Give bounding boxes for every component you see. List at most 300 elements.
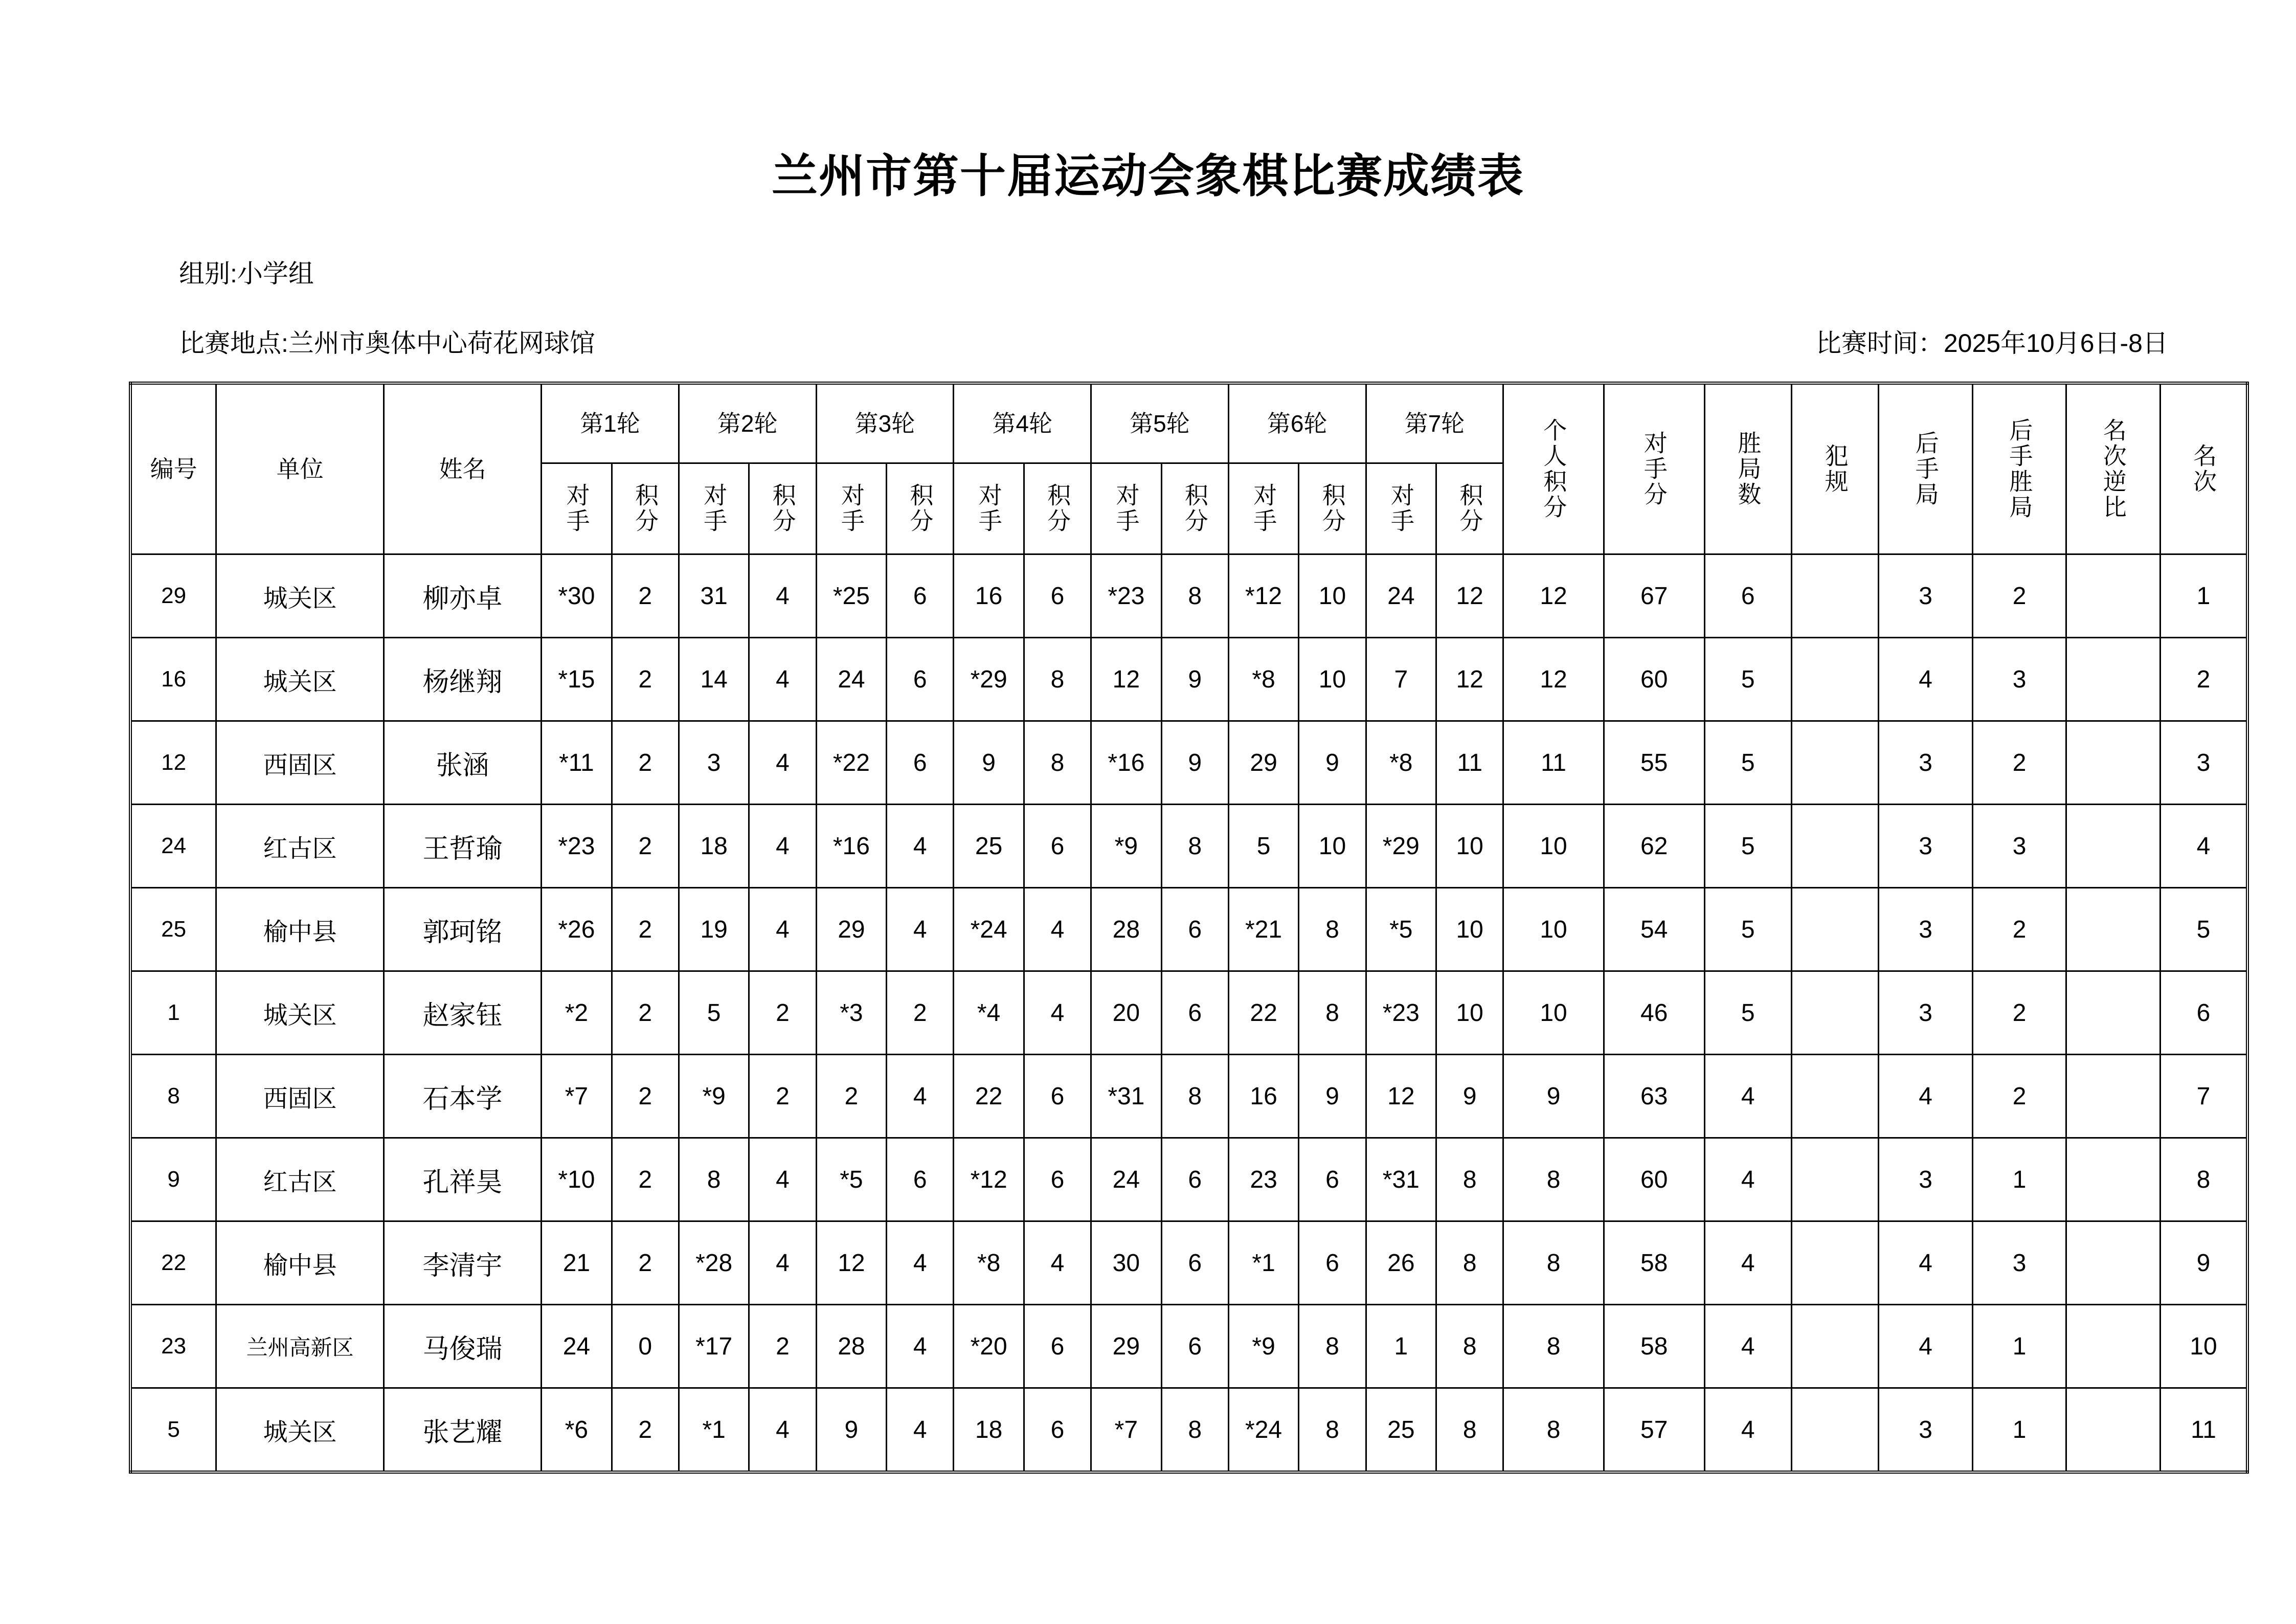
cell-round-2-opponent: 19 bbox=[679, 888, 749, 971]
cell-round-3-opponent: 28 bbox=[816, 1305, 887, 1388]
cell-round-3-points: 4 bbox=[887, 1388, 954, 1473]
cell-rank-ratio bbox=[2066, 1305, 2160, 1388]
cell-black-wins: 1 bbox=[1972, 1138, 2066, 1221]
cell-round-5-points: 6 bbox=[1161, 971, 1228, 1055]
cell-id: 1 bbox=[130, 971, 216, 1055]
cell-name: 王哲瑜 bbox=[384, 805, 542, 888]
cell-black-games: 3 bbox=[1879, 721, 1973, 805]
cell-unit: 城关区 bbox=[216, 971, 384, 1055]
cell-round-3-points: 6 bbox=[887, 1138, 954, 1221]
cell-round-1-opponent: *2 bbox=[542, 971, 612, 1055]
col-header-round-4: 第4轮 bbox=[954, 383, 1091, 463]
cell-round-5-points: 6 bbox=[1161, 1221, 1228, 1305]
sub-header-points-6: 积分 bbox=[1299, 463, 1366, 554]
cell-unit: 西固区 bbox=[216, 721, 384, 805]
cell-round-6-points: 8 bbox=[1299, 1305, 1366, 1388]
cell-fouls bbox=[1791, 888, 1878, 971]
cell-round-3-points: 2 bbox=[887, 971, 954, 1055]
table-row bbox=[130, 638, 2247, 721]
cell-round-6-points: 6 bbox=[1299, 1138, 1366, 1221]
cell-round-1-points: 2 bbox=[612, 1138, 679, 1221]
cell-id: 16 bbox=[130, 638, 216, 721]
cell-round-3-opponent: *22 bbox=[816, 721, 887, 805]
cell-round-7-points: 10 bbox=[1436, 888, 1503, 971]
cell-rank-ratio bbox=[2066, 721, 2160, 805]
col-header-round-5: 第5轮 bbox=[1091, 383, 1229, 463]
cell-round-4-opponent: *8 bbox=[954, 1221, 1024, 1305]
sub-header-opponent-3: 对手 bbox=[816, 463, 887, 554]
cell-round-4-opponent: 22 bbox=[954, 1055, 1024, 1138]
cell-rank-ratio bbox=[2066, 1221, 2160, 1305]
cell-rank-ratio bbox=[2066, 1055, 2160, 1138]
cell-round-3-opponent: 2 bbox=[816, 1055, 887, 1138]
cell-fouls bbox=[1791, 1305, 1878, 1388]
cell-round-2-points: 4 bbox=[749, 1221, 816, 1305]
cell-round-2-points: 4 bbox=[749, 554, 816, 638]
cell-unit: 城关区 bbox=[216, 554, 384, 638]
cell-round-5-opponent: *16 bbox=[1091, 721, 1162, 805]
cell-round-4-opponent: 25 bbox=[954, 805, 1024, 888]
results-table-wrap bbox=[0, 382, 2296, 1474]
col-header-name: 姓名 bbox=[384, 383, 542, 554]
cell-round-6-opponent: *1 bbox=[1228, 1221, 1299, 1305]
date-label: 比赛时间：2025年10月6日-8日 bbox=[1815, 329, 2168, 358]
col-header-black-games: 后手局 bbox=[1879, 383, 1973, 554]
cell-round-3-opponent: *5 bbox=[816, 1138, 887, 1221]
cell-wins: 4 bbox=[1704, 1221, 1791, 1305]
cell-round-7-opponent: 7 bbox=[1366, 638, 1436, 721]
cell-round-6-points: 6 bbox=[1299, 1221, 1366, 1305]
results-table bbox=[129, 382, 2249, 1474]
cell-name: 郭珂铭 bbox=[384, 888, 542, 971]
cell-round-4-points: 8 bbox=[1024, 721, 1091, 805]
cell-fouls bbox=[1791, 971, 1878, 1055]
cell-round-1-opponent: *15 bbox=[542, 638, 612, 721]
cell-round-4-points: 6 bbox=[1024, 1055, 1091, 1138]
table-row bbox=[130, 1221, 2247, 1305]
table-body bbox=[130, 554, 2247, 1473]
cell-round-1-points: 2 bbox=[612, 638, 679, 721]
cell-black-games: 3 bbox=[1879, 1138, 1973, 1221]
cell-round-5-opponent: *31 bbox=[1091, 1055, 1162, 1138]
cell-round-6-points: 10 bbox=[1299, 805, 1366, 888]
sub-header-opponent-6: 对手 bbox=[1228, 463, 1299, 554]
cell-round-2-points: 2 bbox=[749, 971, 816, 1055]
sub-header-points-2: 积分 bbox=[749, 463, 816, 554]
cell-fouls bbox=[1791, 554, 1878, 638]
cell-rank-ratio bbox=[2066, 805, 2160, 888]
cell-round-2-points: 2 bbox=[749, 1305, 816, 1388]
cell-round-5-points: 9 bbox=[1161, 638, 1228, 721]
sub-header-points-5: 积分 bbox=[1161, 463, 1228, 554]
table-row bbox=[130, 1138, 2247, 1221]
cell-rank: 11 bbox=[2160, 1388, 2247, 1473]
cell-unit: 城关区 bbox=[216, 1388, 384, 1473]
cell-personal-points: 12 bbox=[1503, 554, 1604, 638]
cell-round-3-points: 6 bbox=[887, 638, 954, 721]
cell-opponent-points: 57 bbox=[1604, 1388, 1704, 1473]
cell-round-6-points: 8 bbox=[1299, 971, 1366, 1055]
table-row bbox=[130, 554, 2247, 638]
cell-round-6-opponent: *9 bbox=[1228, 1305, 1299, 1388]
cell-round-3-points: 4 bbox=[887, 888, 954, 971]
cell-name: 柳亦卓 bbox=[384, 554, 542, 638]
cell-round-5-opponent: *7 bbox=[1091, 1388, 1162, 1473]
cell-personal-points: 12 bbox=[1503, 638, 1604, 721]
sub-header-opponent-1: 对手 bbox=[542, 463, 612, 554]
cell-rank: 4 bbox=[2160, 805, 2247, 888]
cell-black-wins: 2 bbox=[1972, 971, 2066, 1055]
cell-round-5-points: 8 bbox=[1161, 554, 1228, 638]
cell-unit: 兰州高新区 bbox=[216, 1305, 384, 1388]
cell-round-7-points: 8 bbox=[1436, 1305, 1503, 1388]
cell-fouls bbox=[1791, 805, 1878, 888]
cell-opponent-points: 55 bbox=[1604, 721, 1704, 805]
cell-round-6-opponent: 5 bbox=[1228, 805, 1299, 888]
cell-rank: 8 bbox=[2160, 1138, 2247, 1221]
table-row bbox=[130, 971, 2247, 1055]
cell-round-5-opponent: *23 bbox=[1091, 554, 1162, 638]
cell-round-5-opponent: 12 bbox=[1091, 638, 1162, 721]
cell-name: 张艺耀 bbox=[384, 1388, 542, 1473]
cell-name: 杨继翔 bbox=[384, 638, 542, 721]
cell-round-5-points: 6 bbox=[1161, 1138, 1228, 1221]
col-header-fouls: 犯规 bbox=[1791, 383, 1878, 554]
col-header-personal-points: 个人积分 bbox=[1503, 383, 1604, 554]
cell-fouls bbox=[1791, 721, 1878, 805]
sub-header-points-1: 积分 bbox=[612, 463, 679, 554]
cell-round-4-points: 6 bbox=[1024, 805, 1091, 888]
meta-row-venue-date bbox=[179, 330, 2168, 356]
cell-round-7-points: 10 bbox=[1436, 971, 1503, 1055]
cell-round-4-opponent: 18 bbox=[954, 1388, 1024, 1473]
cell-wins: 4 bbox=[1704, 1388, 1791, 1473]
cell-round-2-points: 4 bbox=[749, 721, 816, 805]
cell-wins: 6 bbox=[1704, 554, 1791, 638]
cell-round-3-points: 4 bbox=[887, 805, 954, 888]
cell-black-wins: 1 bbox=[1972, 1388, 2066, 1473]
cell-round-5-points: 8 bbox=[1161, 1055, 1228, 1138]
cell-name: 孔祥昊 bbox=[384, 1138, 542, 1221]
cell-round-2-opponent: 18 bbox=[679, 805, 749, 888]
cell-round-3-opponent: *16 bbox=[816, 805, 887, 888]
cell-black-games: 4 bbox=[1879, 1221, 1973, 1305]
header-row-top bbox=[130, 383, 2247, 463]
cell-rank-ratio bbox=[2066, 638, 2160, 721]
cell-personal-points: 8 bbox=[1503, 1388, 1604, 1473]
cell-black-games: 4 bbox=[1879, 1055, 1973, 1138]
cell-rank: 5 bbox=[2160, 888, 2247, 971]
cell-round-7-points: 8 bbox=[1436, 1388, 1503, 1473]
cell-fouls bbox=[1791, 1388, 1878, 1473]
cell-round-5-opponent: 20 bbox=[1091, 971, 1162, 1055]
cell-round-6-opponent: *12 bbox=[1228, 554, 1299, 638]
cell-round-6-points: 9 bbox=[1299, 721, 1366, 805]
cell-black-wins: 2 bbox=[1972, 888, 2066, 971]
cell-round-1-opponent: *30 bbox=[542, 554, 612, 638]
cell-personal-points: 10 bbox=[1503, 888, 1604, 971]
cell-round-3-opponent: *25 bbox=[816, 554, 887, 638]
cell-round-7-opponent: *31 bbox=[1366, 1138, 1436, 1221]
cell-round-1-points: 2 bbox=[612, 1055, 679, 1138]
cell-round-3-points: 6 bbox=[887, 721, 954, 805]
cell-wins: 5 bbox=[1704, 721, 1791, 805]
cell-id: 24 bbox=[130, 805, 216, 888]
cell-round-1-opponent: *10 bbox=[542, 1138, 612, 1221]
cell-wins: 5 bbox=[1704, 805, 1791, 888]
col-header-round-6: 第6轮 bbox=[1228, 383, 1366, 463]
sub-header-points-4: 积分 bbox=[1024, 463, 1091, 554]
col-header-opponent-points: 对手分 bbox=[1604, 383, 1704, 554]
cell-round-2-opponent: 8 bbox=[679, 1138, 749, 1221]
cell-black-games: 3 bbox=[1879, 805, 1973, 888]
cell-round-4-points: 6 bbox=[1024, 554, 1091, 638]
cell-black-wins: 2 bbox=[1972, 721, 2066, 805]
cell-round-5-opponent: 24 bbox=[1091, 1138, 1162, 1221]
cell-id: 5 bbox=[130, 1388, 216, 1473]
cell-id: 8 bbox=[130, 1055, 216, 1138]
cell-round-1-opponent: *11 bbox=[542, 721, 612, 805]
sub-header-points-7: 积分 bbox=[1436, 463, 1503, 554]
cell-unit: 榆中县 bbox=[216, 1221, 384, 1305]
cell-round-1-opponent: *23 bbox=[542, 805, 612, 888]
cell-round-1-opponent: 21 bbox=[542, 1221, 612, 1305]
cell-name: 张涵 bbox=[384, 721, 542, 805]
cell-rank: 10 bbox=[2160, 1305, 2247, 1388]
cell-black-wins: 3 bbox=[1972, 1221, 2066, 1305]
cell-black-games: 3 bbox=[1879, 1388, 1973, 1473]
cell-round-4-points: 4 bbox=[1024, 888, 1091, 971]
col-header-round-1: 第1轮 bbox=[542, 383, 679, 463]
cell-round-7-points: 11 bbox=[1436, 721, 1503, 805]
cell-round-4-opponent: 9 bbox=[954, 721, 1024, 805]
cell-black-wins: 2 bbox=[1972, 1055, 2066, 1138]
cell-name: 李清宇 bbox=[384, 1221, 542, 1305]
cell-personal-points: 9 bbox=[1503, 1055, 1604, 1138]
col-header-black-wins: 后手胜局 bbox=[1972, 383, 2066, 554]
sub-header-opponent-4: 对手 bbox=[954, 463, 1024, 554]
cell-round-6-opponent: *24 bbox=[1228, 1388, 1299, 1473]
cell-round-7-opponent: 24 bbox=[1366, 554, 1436, 638]
cell-round-4-opponent: *20 bbox=[954, 1305, 1024, 1388]
cell-round-1-points: 2 bbox=[612, 971, 679, 1055]
cell-round-6-opponent: 29 bbox=[1228, 721, 1299, 805]
cell-round-2-points: 4 bbox=[749, 1388, 816, 1473]
cell-round-7-points: 12 bbox=[1436, 638, 1503, 721]
cell-round-6-points: 8 bbox=[1299, 1388, 1366, 1473]
cell-personal-points: 11 bbox=[1503, 721, 1604, 805]
cell-unit: 城关区 bbox=[216, 638, 384, 721]
cell-rank: 1 bbox=[2160, 554, 2247, 638]
cell-round-3-opponent: 12 bbox=[816, 1221, 887, 1305]
table-head bbox=[130, 383, 2247, 554]
table-row bbox=[130, 805, 2247, 888]
cell-round-3-points: 6 bbox=[887, 554, 954, 638]
cell-opponent-points: 58 bbox=[1604, 1305, 1704, 1388]
col-header-round-7: 第7轮 bbox=[1366, 383, 1503, 463]
cell-unit: 榆中县 bbox=[216, 888, 384, 971]
col-header-round-2: 第2轮 bbox=[679, 383, 816, 463]
cell-personal-points: 8 bbox=[1503, 1221, 1604, 1305]
cell-round-3-opponent: 24 bbox=[816, 638, 887, 721]
cell-round-1-points: 2 bbox=[612, 554, 679, 638]
cell-rank-ratio bbox=[2066, 971, 2160, 1055]
cell-id: 23 bbox=[130, 1305, 216, 1388]
cell-wins: 4 bbox=[1704, 1305, 1791, 1388]
cell-black-wins: 3 bbox=[1972, 805, 2066, 888]
cell-round-1-points: 2 bbox=[612, 1388, 679, 1473]
cell-name: 马俊瑞 bbox=[384, 1305, 542, 1388]
cell-round-2-points: 4 bbox=[749, 805, 816, 888]
cell-rank-ratio bbox=[2066, 1138, 2160, 1221]
cell-black-wins: 1 bbox=[1972, 1305, 2066, 1388]
venue-label: 比赛地点:兰州市奥体中心荷花网球馆 bbox=[179, 329, 595, 358]
cell-round-1-points: 2 bbox=[612, 805, 679, 888]
cell-fouls bbox=[1791, 1221, 1878, 1305]
cell-round-6-opponent: *21 bbox=[1228, 888, 1299, 971]
cell-rank-ratio bbox=[2066, 1388, 2160, 1473]
cell-id: 25 bbox=[130, 888, 216, 971]
sub-header-points-3: 积分 bbox=[887, 463, 954, 554]
cell-round-7-opponent: *5 bbox=[1366, 888, 1436, 971]
col-header-id: 编号 bbox=[130, 383, 216, 554]
cell-round-7-points: 8 bbox=[1436, 1138, 1503, 1221]
table-row bbox=[130, 888, 2247, 971]
cell-round-7-opponent: *23 bbox=[1366, 971, 1436, 1055]
cell-opponent-points: 46 bbox=[1604, 971, 1704, 1055]
cell-black-wins: 3 bbox=[1972, 638, 2066, 721]
cell-round-4-opponent: *12 bbox=[954, 1138, 1024, 1221]
cell-round-4-points: 4 bbox=[1024, 971, 1091, 1055]
cell-round-5-opponent: 29 bbox=[1091, 1305, 1162, 1388]
cell-round-4-opponent: *29 bbox=[954, 638, 1024, 721]
cell-id: 9 bbox=[130, 1138, 216, 1221]
cell-wins: 4 bbox=[1704, 1055, 1791, 1138]
cell-round-7-opponent: *29 bbox=[1366, 805, 1436, 888]
cell-rank: 7 bbox=[2160, 1055, 2247, 1138]
table-row bbox=[130, 1055, 2247, 1138]
cell-id: 12 bbox=[130, 721, 216, 805]
sub-header-opponent-5: 对手 bbox=[1091, 463, 1162, 554]
cell-wins: 5 bbox=[1704, 971, 1791, 1055]
cell-round-4-points: 6 bbox=[1024, 1305, 1091, 1388]
cell-round-2-opponent: 14 bbox=[679, 638, 749, 721]
cell-round-3-opponent: 29 bbox=[816, 888, 887, 971]
cell-round-7-points: 8 bbox=[1436, 1221, 1503, 1305]
cell-round-7-points: 9 bbox=[1436, 1055, 1503, 1138]
cell-personal-points: 8 bbox=[1503, 1305, 1604, 1388]
cell-opponent-points: 54 bbox=[1604, 888, 1704, 971]
cell-name: 石本学 bbox=[384, 1055, 542, 1138]
cell-round-4-points: 6 bbox=[1024, 1138, 1091, 1221]
cell-round-5-opponent: 28 bbox=[1091, 888, 1162, 971]
cell-name: 赵家钰 bbox=[384, 971, 542, 1055]
cell-round-7-opponent: 25 bbox=[1366, 1388, 1436, 1473]
col-header-rank-ratio: 名次逆比 bbox=[2066, 383, 2160, 554]
page-title: 兰州市第十届运动会象棋比赛成绩表 bbox=[772, 151, 1524, 202]
group-label: 组别:小学组 bbox=[179, 259, 314, 288]
cell-round-3-points: 4 bbox=[887, 1055, 954, 1138]
sub-header-opponent-7: 对手 bbox=[1366, 463, 1436, 554]
cell-round-1-points: 0 bbox=[612, 1305, 679, 1388]
table-row bbox=[130, 1388, 2247, 1473]
cell-round-7-points: 10 bbox=[1436, 805, 1503, 888]
cell-round-6-points: 9 bbox=[1299, 1055, 1366, 1138]
cell-round-4-points: 4 bbox=[1024, 1221, 1091, 1305]
cell-round-6-points: 10 bbox=[1299, 638, 1366, 721]
cell-black-games: 3 bbox=[1879, 888, 1973, 971]
cell-round-3-opponent: *3 bbox=[816, 971, 887, 1055]
cell-round-5-points: 9 bbox=[1161, 721, 1228, 805]
cell-personal-points: 8 bbox=[1503, 1138, 1604, 1221]
cell-round-6-opponent: *8 bbox=[1228, 638, 1299, 721]
cell-black-games: 3 bbox=[1879, 971, 1973, 1055]
cell-round-2-points: 2 bbox=[749, 1055, 816, 1138]
col-header-unit: 单位 bbox=[216, 383, 384, 554]
cell-black-games: 3 bbox=[1879, 554, 1973, 638]
cell-round-2-opponent: 3 bbox=[679, 721, 749, 805]
cell-round-6-opponent: 23 bbox=[1228, 1138, 1299, 1221]
cell-id: 29 bbox=[130, 554, 216, 638]
cell-fouls bbox=[1791, 1138, 1878, 1221]
cell-round-6-opponent: 16 bbox=[1228, 1055, 1299, 1138]
sub-header-opponent-2: 对手 bbox=[679, 463, 749, 554]
col-header-wins: 胜局数 bbox=[1704, 383, 1791, 554]
cell-round-2-opponent: *9 bbox=[679, 1055, 749, 1138]
cell-round-4-opponent: *24 bbox=[954, 888, 1024, 971]
cell-rank-ratio bbox=[2066, 554, 2160, 638]
cell-round-1-opponent: *7 bbox=[542, 1055, 612, 1138]
cell-round-2-points: 4 bbox=[749, 638, 816, 721]
cell-black-games: 4 bbox=[1879, 638, 1973, 721]
col-header-round-3: 第3轮 bbox=[816, 383, 954, 463]
cell-wins: 4 bbox=[1704, 1138, 1791, 1221]
cell-fouls bbox=[1791, 638, 1878, 721]
cell-round-6-opponent: 22 bbox=[1228, 971, 1299, 1055]
cell-round-2-opponent: *17 bbox=[679, 1305, 749, 1388]
cell-rank-ratio bbox=[2066, 888, 2160, 971]
cell-round-1-points: 2 bbox=[612, 888, 679, 971]
cell-round-7-opponent: *8 bbox=[1366, 721, 1436, 805]
cell-round-4-opponent: *4 bbox=[954, 971, 1024, 1055]
cell-round-5-points: 6 bbox=[1161, 888, 1228, 971]
cell-round-5-points: 6 bbox=[1161, 1305, 1228, 1388]
cell-black-games: 4 bbox=[1879, 1305, 1973, 1388]
cell-round-1-points: 2 bbox=[612, 1221, 679, 1305]
cell-round-7-opponent: 1 bbox=[1366, 1305, 1436, 1388]
cell-opponent-points: 63 bbox=[1604, 1055, 1704, 1138]
cell-wins: 5 bbox=[1704, 638, 1791, 721]
cell-opponent-points: 60 bbox=[1604, 638, 1704, 721]
cell-unit: 红古区 bbox=[216, 805, 384, 888]
cell-wins: 5 bbox=[1704, 888, 1791, 971]
meta-block bbox=[0, 261, 2296, 356]
cell-round-3-points: 4 bbox=[887, 1221, 954, 1305]
cell-personal-points: 10 bbox=[1503, 971, 1604, 1055]
cell-round-2-opponent: *28 bbox=[679, 1221, 749, 1305]
cell-round-1-points: 2 bbox=[612, 721, 679, 805]
cell-id: 22 bbox=[130, 1221, 216, 1305]
cell-opponent-points: 60 bbox=[1604, 1138, 1704, 1221]
cell-round-2-opponent: 31 bbox=[679, 554, 749, 638]
cell-round-4-points: 6 bbox=[1024, 1388, 1091, 1473]
cell-rank: 9 bbox=[2160, 1221, 2247, 1305]
cell-round-5-opponent: 30 bbox=[1091, 1221, 1162, 1305]
cell-round-3-points: 4 bbox=[887, 1305, 954, 1388]
cell-opponent-points: 67 bbox=[1604, 554, 1704, 638]
cell-personal-points: 10 bbox=[1503, 805, 1604, 888]
table-row bbox=[130, 721, 2247, 805]
